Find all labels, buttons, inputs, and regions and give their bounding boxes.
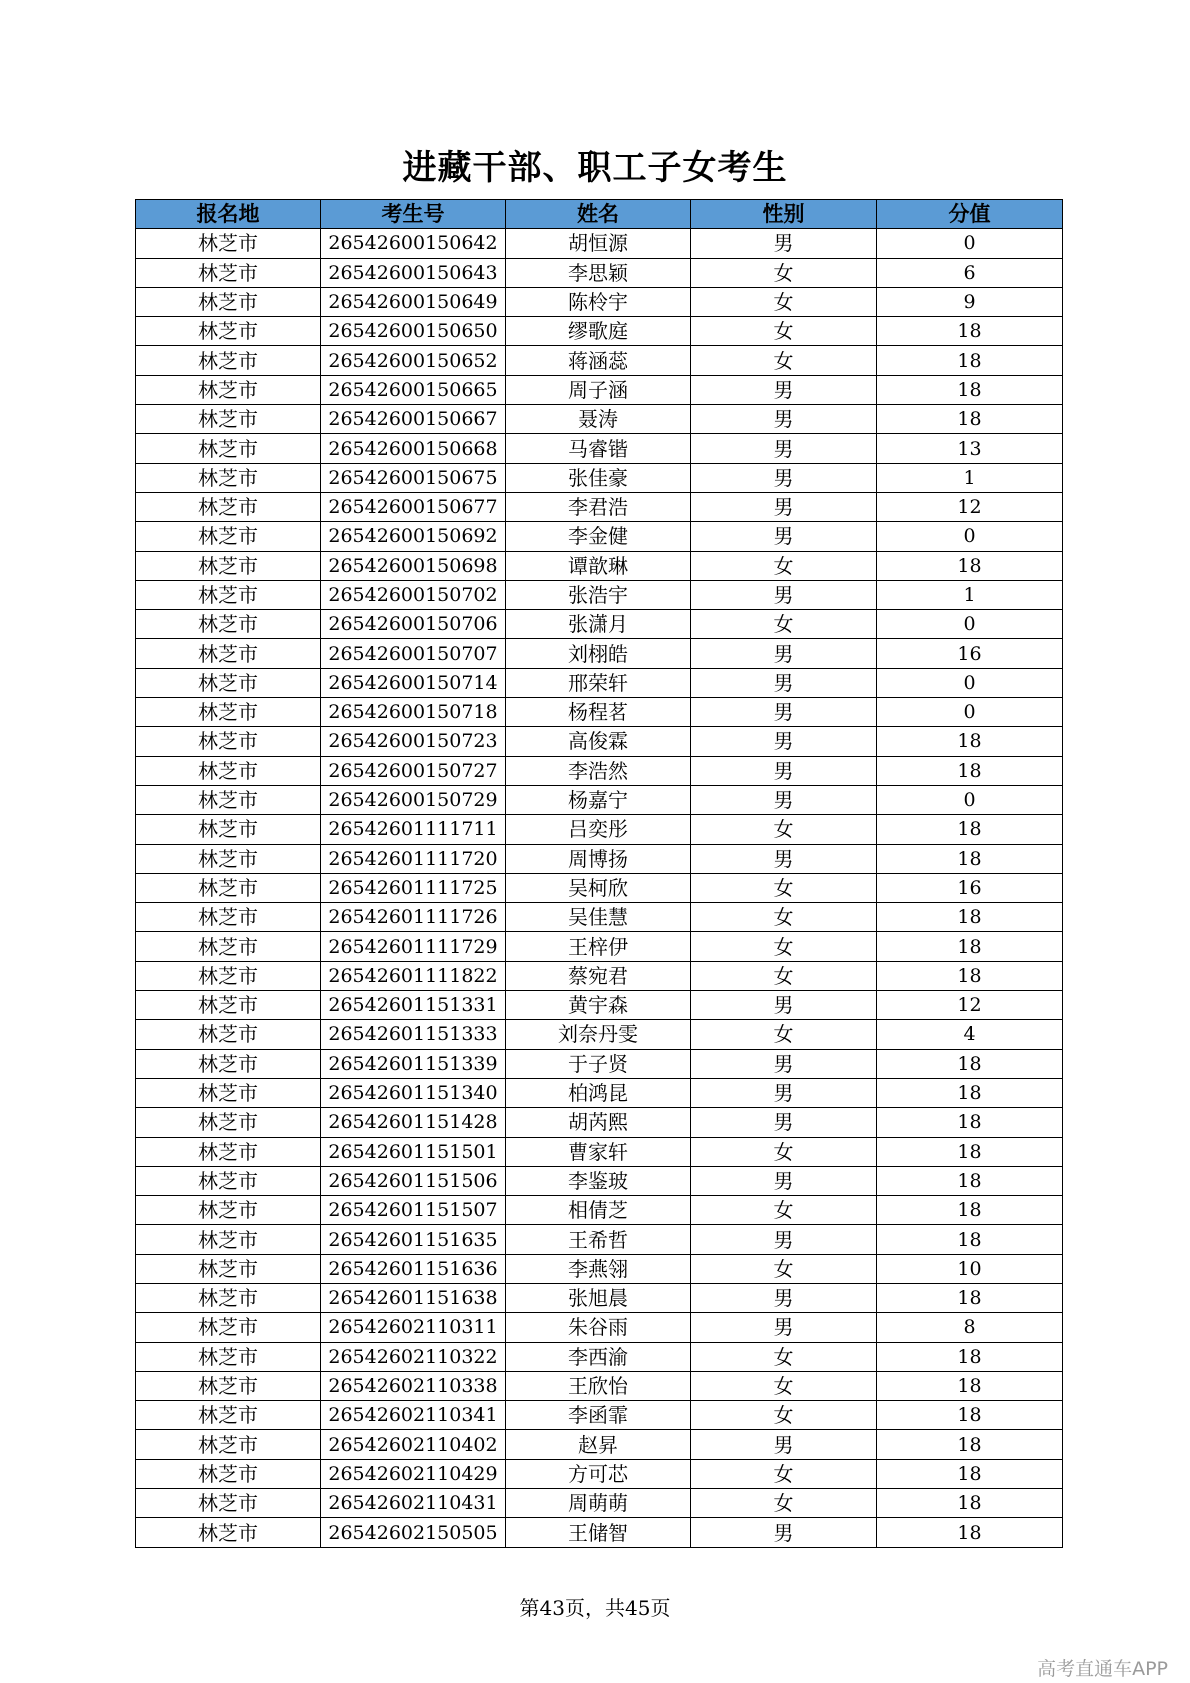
cell-score: 18 (877, 1078, 1063, 1107)
cell-score: 0 (877, 698, 1063, 727)
cell-score: 0 (877, 229, 1063, 258)
cell-score: 1 (877, 463, 1063, 492)
cell-score: 1 (877, 580, 1063, 609)
cell-score: 18 (877, 551, 1063, 580)
cell-candidate-number: 26542602110431 (321, 1489, 506, 1518)
table-row (136, 375, 1063, 404)
cell-score: 18 (877, 1137, 1063, 1166)
table-row (136, 463, 1063, 492)
cell-gender: 男 (691, 229, 877, 258)
cell-score: 18 (877, 1049, 1063, 1078)
cell-candidate-number: 26542602110311 (321, 1313, 506, 1342)
cell-candidate-number: 26542602110338 (321, 1371, 506, 1400)
cell-candidate-number: 26542600150727 (321, 756, 506, 785)
cell-candidate-number: 26542600150667 (321, 405, 506, 434)
table-row (136, 346, 1063, 375)
cell-candidate-number: 26542601151331 (321, 991, 506, 1020)
cell-candidate-number: 26542601151506 (321, 1166, 506, 1195)
cell-candidate-number: 26542601151428 (321, 1108, 506, 1137)
cell-candidate-number: 26542600150675 (321, 463, 506, 492)
cell-candidate-number: 26542601151339 (321, 1049, 506, 1078)
cell-registration-place: 林芝市 (136, 1342, 321, 1371)
cell-gender: 男 (691, 1108, 877, 1137)
cell-registration-place: 林芝市 (136, 375, 321, 404)
table-row (136, 785, 1063, 814)
cell-gender: 女 (691, 903, 877, 932)
cell-registration-place: 林芝市 (136, 1283, 321, 1312)
table-row (136, 1371, 1063, 1400)
cell-name: 张浩宇 (506, 580, 691, 609)
table-row (136, 991, 1063, 1020)
cell-registration-place: 林芝市 (136, 815, 321, 844)
cell-candidate-number: 26542602110402 (321, 1430, 506, 1459)
cell-score: 18 (877, 1196, 1063, 1225)
table-row (136, 1078, 1063, 1107)
cell-gender: 女 (691, 551, 877, 580)
cell-candidate-number: 26542601151507 (321, 1196, 506, 1225)
cell-registration-place: 林芝市 (136, 727, 321, 756)
cell-name: 朱谷雨 (506, 1313, 691, 1342)
cell-score: 4 (877, 1020, 1063, 1049)
table-row (136, 434, 1063, 463)
table-row (136, 522, 1063, 551)
cell-registration-place: 林芝市 (136, 1049, 321, 1078)
cell-gender: 男 (691, 727, 877, 756)
cell-name: 曹家轩 (506, 1137, 691, 1166)
cell-candidate-number: 26542600150652 (321, 346, 506, 375)
candidate-table (135, 199, 1063, 1548)
cell-gender: 女 (691, 1371, 877, 1400)
table-row (136, 844, 1063, 873)
cell-score: 18 (877, 1459, 1063, 1488)
cell-name: 赵昇 (506, 1430, 691, 1459)
cell-name: 吕奕彤 (506, 815, 691, 844)
cell-registration-place: 林芝市 (136, 1254, 321, 1283)
table-row (136, 1196, 1063, 1225)
cell-gender: 女 (691, 1459, 877, 1488)
cell-candidate-number: 26542601151638 (321, 1283, 506, 1312)
cell-name: 李西渝 (506, 1342, 691, 1371)
cell-name: 胡芮熙 (506, 1108, 691, 1137)
cell-candidate-number: 26542602110429 (321, 1459, 506, 1488)
table-row (136, 1459, 1063, 1488)
table-row (136, 727, 1063, 756)
table-row (136, 580, 1063, 609)
cell-name: 蔡宛君 (506, 961, 691, 990)
cell-name: 邢荣轩 (506, 668, 691, 697)
cell-gender: 男 (691, 522, 877, 551)
table-row (136, 1518, 1063, 1547)
cell-gender: 女 (691, 1401, 877, 1430)
table-row (136, 639, 1063, 668)
cell-score: 18 (877, 727, 1063, 756)
cell-name: 李思颖 (506, 258, 691, 287)
cell-name: 李燕翎 (506, 1254, 691, 1283)
cell-name: 高俊霖 (506, 727, 691, 756)
cell-score: 18 (877, 1342, 1063, 1371)
cell-score: 18 (877, 1518, 1063, 1547)
cell-score: 12 (877, 991, 1063, 1020)
cell-score: 0 (877, 522, 1063, 551)
cell-gender: 男 (691, 844, 877, 873)
cell-name: 马睿锴 (506, 434, 691, 463)
watermark: 高考直通车APP (1037, 1658, 1168, 1680)
cell-registration-place: 林芝市 (136, 1371, 321, 1400)
cell-name: 杨嘉宁 (506, 785, 691, 814)
cell-score: 18 (877, 1283, 1063, 1312)
cell-registration-place: 林芝市 (136, 1137, 321, 1166)
cell-gender: 女 (691, 1254, 877, 1283)
cell-registration-place: 林芝市 (136, 229, 321, 258)
cell-name: 周博扬 (506, 844, 691, 873)
cell-name: 刘栩皓 (506, 639, 691, 668)
table-row (136, 1401, 1063, 1430)
cell-name: 杨程茗 (506, 698, 691, 727)
cell-score: 18 (877, 1430, 1063, 1459)
cell-name: 缪歌庭 (506, 317, 691, 346)
cell-name: 胡恒源 (506, 229, 691, 258)
cell-gender: 女 (691, 258, 877, 287)
cell-candidate-number: 26542602110322 (321, 1342, 506, 1371)
cell-name: 陈柃宇 (506, 287, 691, 316)
cell-gender: 男 (691, 785, 877, 814)
cell-gender: 女 (691, 346, 877, 375)
cell-score: 18 (877, 932, 1063, 961)
cell-registration-place: 林芝市 (136, 932, 321, 961)
cell-gender: 男 (691, 698, 877, 727)
column-header-gender: 性别 (691, 200, 877, 229)
cell-registration-place: 林芝市 (136, 756, 321, 785)
cell-registration-place: 林芝市 (136, 991, 321, 1020)
table-header (136, 200, 1063, 229)
table-row (136, 1313, 1063, 1342)
cell-name: 李金健 (506, 522, 691, 551)
table-row (136, 229, 1063, 258)
column-header-score: 分值 (877, 200, 1063, 229)
cell-registration-place: 林芝市 (136, 1430, 321, 1459)
cell-candidate-number: 26542601151636 (321, 1254, 506, 1283)
cell-name: 柏鸿昆 (506, 1078, 691, 1107)
cell-score: 12 (877, 492, 1063, 521)
cell-registration-place: 林芝市 (136, 1401, 321, 1430)
cell-name: 蒋涵蕊 (506, 346, 691, 375)
cell-candidate-number: 26542601151501 (321, 1137, 506, 1166)
cell-gender: 女 (691, 287, 877, 316)
cell-registration-place: 林芝市 (136, 317, 321, 346)
cell-candidate-number: 26542601111822 (321, 961, 506, 990)
cell-name: 周子涵 (506, 375, 691, 404)
cell-score: 8 (877, 1313, 1063, 1342)
cell-registration-place: 林芝市 (136, 698, 321, 727)
cell-name: 相倩芝 (506, 1196, 691, 1225)
cell-registration-place: 林芝市 (136, 668, 321, 697)
cell-score: 18 (877, 961, 1063, 990)
cell-registration-place: 林芝市 (136, 434, 321, 463)
table-row (136, 903, 1063, 932)
cell-registration-place: 林芝市 (136, 1020, 321, 1049)
cell-registration-place: 林芝市 (136, 844, 321, 873)
page-number: 第43页，共45页 (519, 1596, 671, 1620)
cell-candidate-number: 26542601151340 (321, 1078, 506, 1107)
cell-registration-place: 林芝市 (136, 785, 321, 814)
cell-score: 18 (877, 1108, 1063, 1137)
cell-registration-place: 林芝市 (136, 639, 321, 668)
cell-candidate-number: 26542600150698 (321, 551, 506, 580)
cell-registration-place: 林芝市 (136, 610, 321, 639)
cell-gender: 女 (691, 961, 877, 990)
cell-gender: 男 (691, 1049, 877, 1078)
cell-gender: 女 (691, 1020, 877, 1049)
cell-registration-place: 林芝市 (136, 1313, 321, 1342)
table-row (136, 610, 1063, 639)
table-row (136, 1225, 1063, 1254)
cell-gender: 男 (691, 405, 877, 434)
cell-score: 18 (877, 375, 1063, 404)
cell-score: 18 (877, 756, 1063, 785)
cell-registration-place: 林芝市 (136, 1196, 321, 1225)
cell-gender: 男 (691, 1078, 877, 1107)
cell-gender: 男 (691, 492, 877, 521)
cell-score: 9 (877, 287, 1063, 316)
cell-score: 18 (877, 903, 1063, 932)
table-row (136, 1020, 1063, 1049)
cell-gender: 女 (691, 1137, 877, 1166)
cell-name: 王希哲 (506, 1225, 691, 1254)
table-row (136, 551, 1063, 580)
column-header-candidate-number: 考生号 (321, 200, 506, 229)
table-row (136, 258, 1063, 287)
cell-candidate-number: 26542600150642 (321, 229, 506, 258)
cell-candidate-number: 26542600150643 (321, 258, 506, 287)
cell-candidate-number: 26542602150505 (321, 1518, 506, 1547)
cell-score: 10 (877, 1254, 1063, 1283)
cell-score: 0 (877, 785, 1063, 814)
cell-gender: 男 (691, 1166, 877, 1195)
cell-gender: 男 (691, 1430, 877, 1459)
cell-gender: 男 (691, 1518, 877, 1547)
cell-name: 张佳豪 (506, 463, 691, 492)
cell-registration-place: 林芝市 (136, 492, 321, 521)
cell-registration-place: 林芝市 (136, 1166, 321, 1195)
cell-gender: 男 (691, 434, 877, 463)
cell-registration-place: 林芝市 (136, 287, 321, 316)
cell-gender: 男 (691, 668, 877, 697)
cell-name: 吴柯欣 (506, 873, 691, 902)
table-row (136, 815, 1063, 844)
cell-score: 0 (877, 610, 1063, 639)
cell-candidate-number: 26542600150706 (321, 610, 506, 639)
cell-name: 周萌萌 (506, 1489, 691, 1518)
cell-candidate-number: 26542600150677 (321, 492, 506, 521)
cell-gender: 女 (691, 1489, 877, 1518)
cell-candidate-number: 26542601111726 (321, 903, 506, 932)
cell-registration-place: 林芝市 (136, 1459, 321, 1488)
table-row (136, 1254, 1063, 1283)
cell-gender: 女 (691, 932, 877, 961)
cell-candidate-number: 26542600150649 (321, 287, 506, 316)
cell-candidate-number: 26542601151635 (321, 1225, 506, 1254)
table-row (136, 405, 1063, 434)
cell-score: 18 (877, 1371, 1063, 1400)
cell-candidate-number: 26542600150729 (321, 785, 506, 814)
cell-gender: 男 (691, 1313, 877, 1342)
cell-registration-place: 林芝市 (136, 1108, 321, 1137)
cell-registration-place: 林芝市 (136, 961, 321, 990)
table-row (136, 317, 1063, 346)
cell-registration-place: 林芝市 (136, 1489, 321, 1518)
document-title: 进藏干部、职工子女考生 (402, 148, 788, 188)
cell-name: 李浩然 (506, 756, 691, 785)
table-row (136, 287, 1063, 316)
cell-score: 18 (877, 844, 1063, 873)
table-row (136, 1137, 1063, 1166)
cell-candidate-number: 26542600150707 (321, 639, 506, 668)
table-row (136, 492, 1063, 521)
cell-score: 18 (877, 1225, 1063, 1254)
cell-gender: 男 (691, 991, 877, 1020)
table-row (136, 756, 1063, 785)
cell-gender: 女 (691, 317, 877, 346)
cell-score: 18 (877, 1489, 1063, 1518)
table-row (136, 1166, 1063, 1195)
cell-candidate-number: 26542601151333 (321, 1020, 506, 1049)
cell-gender: 男 (691, 580, 877, 609)
cell-score: 18 (877, 346, 1063, 375)
cell-gender: 男 (691, 375, 877, 404)
cell-gender: 女 (691, 610, 877, 639)
cell-registration-place: 林芝市 (136, 903, 321, 932)
cell-candidate-number: 26542601111725 (321, 873, 506, 902)
cell-name: 张潇月 (506, 610, 691, 639)
cell-score: 0 (877, 668, 1063, 697)
cell-gender: 男 (691, 1225, 877, 1254)
cell-gender: 女 (691, 1196, 877, 1225)
table-row (136, 1283, 1063, 1312)
cell-registration-place: 林芝市 (136, 346, 321, 375)
cell-name: 王储智 (506, 1518, 691, 1547)
cell-candidate-number: 26542601111711 (321, 815, 506, 844)
cell-name: 张旭晨 (506, 1283, 691, 1312)
cell-gender: 男 (691, 639, 877, 668)
table-row (136, 1430, 1063, 1459)
cell-score: 18 (877, 1401, 1063, 1430)
table-row (136, 1489, 1063, 1518)
cell-registration-place: 林芝市 (136, 522, 321, 551)
table-row (136, 698, 1063, 727)
cell-candidate-number: 26542600150718 (321, 698, 506, 727)
cell-gender: 女 (691, 1342, 877, 1371)
cell-candidate-number: 26542600150714 (321, 668, 506, 697)
cell-name: 李鉴玻 (506, 1166, 691, 1195)
table-row (136, 873, 1063, 902)
cell-gender: 女 (691, 873, 877, 902)
cell-score: 13 (877, 434, 1063, 463)
cell-score: 18 (877, 815, 1063, 844)
table-row (136, 668, 1063, 697)
cell-name: 刘奈丹雯 (506, 1020, 691, 1049)
cell-score: 18 (877, 405, 1063, 434)
cell-registration-place: 林芝市 (136, 580, 321, 609)
cell-registration-place: 林芝市 (136, 463, 321, 492)
cell-registration-place: 林芝市 (136, 1225, 321, 1254)
cell-gender: 男 (691, 463, 877, 492)
cell-score: 16 (877, 873, 1063, 902)
cell-candidate-number: 26542601111720 (321, 844, 506, 873)
cell-registration-place: 林芝市 (136, 405, 321, 434)
cell-name: 李君浩 (506, 492, 691, 521)
cell-candidate-number: 26542602110341 (321, 1401, 506, 1430)
cell-score: 18 (877, 1166, 1063, 1195)
table-row (136, 1342, 1063, 1371)
cell-score: 6 (877, 258, 1063, 287)
cell-candidate-number: 26542600150665 (321, 375, 506, 404)
cell-candidate-number: 26542600150650 (321, 317, 506, 346)
cell-candidate-number: 26542600150692 (321, 522, 506, 551)
cell-candidate-number: 26542600150668 (321, 434, 506, 463)
cell-name: 吴佳慧 (506, 903, 691, 932)
cell-name: 于子贤 (506, 1049, 691, 1078)
table-body (136, 229, 1063, 1547)
cell-name: 王欣怡 (506, 1371, 691, 1400)
table-row (136, 1108, 1063, 1137)
cell-name: 李函霏 (506, 1401, 691, 1430)
cell-registration-place: 林芝市 (136, 551, 321, 580)
cell-name: 王梓伊 (506, 932, 691, 961)
cell-gender: 男 (691, 1283, 877, 1312)
cell-registration-place: 林芝市 (136, 1518, 321, 1547)
cell-score: 18 (877, 317, 1063, 346)
cell-candidate-number: 26542600150723 (321, 727, 506, 756)
cell-gender: 女 (691, 815, 877, 844)
table-row (136, 932, 1063, 961)
cell-registration-place: 林芝市 (136, 258, 321, 287)
cell-candidate-number: 26542600150702 (321, 580, 506, 609)
cell-name: 聂涛 (506, 405, 691, 434)
cell-name: 黄宇森 (506, 991, 691, 1020)
cell-name: 方可芯 (506, 1459, 691, 1488)
column-header-registration-place: 报名地 (136, 200, 321, 229)
cell-gender: 男 (691, 756, 877, 785)
column-header-name: 姓名 (506, 200, 691, 229)
table-row (136, 1049, 1063, 1078)
table-header-row (136, 200, 1063, 229)
cell-score: 16 (877, 639, 1063, 668)
cell-candidate-number: 26542601111729 (321, 932, 506, 961)
cell-registration-place: 林芝市 (136, 873, 321, 902)
cell-name: 谭歆琳 (506, 551, 691, 580)
table-row (136, 961, 1063, 990)
cell-registration-place: 林芝市 (136, 1078, 321, 1107)
